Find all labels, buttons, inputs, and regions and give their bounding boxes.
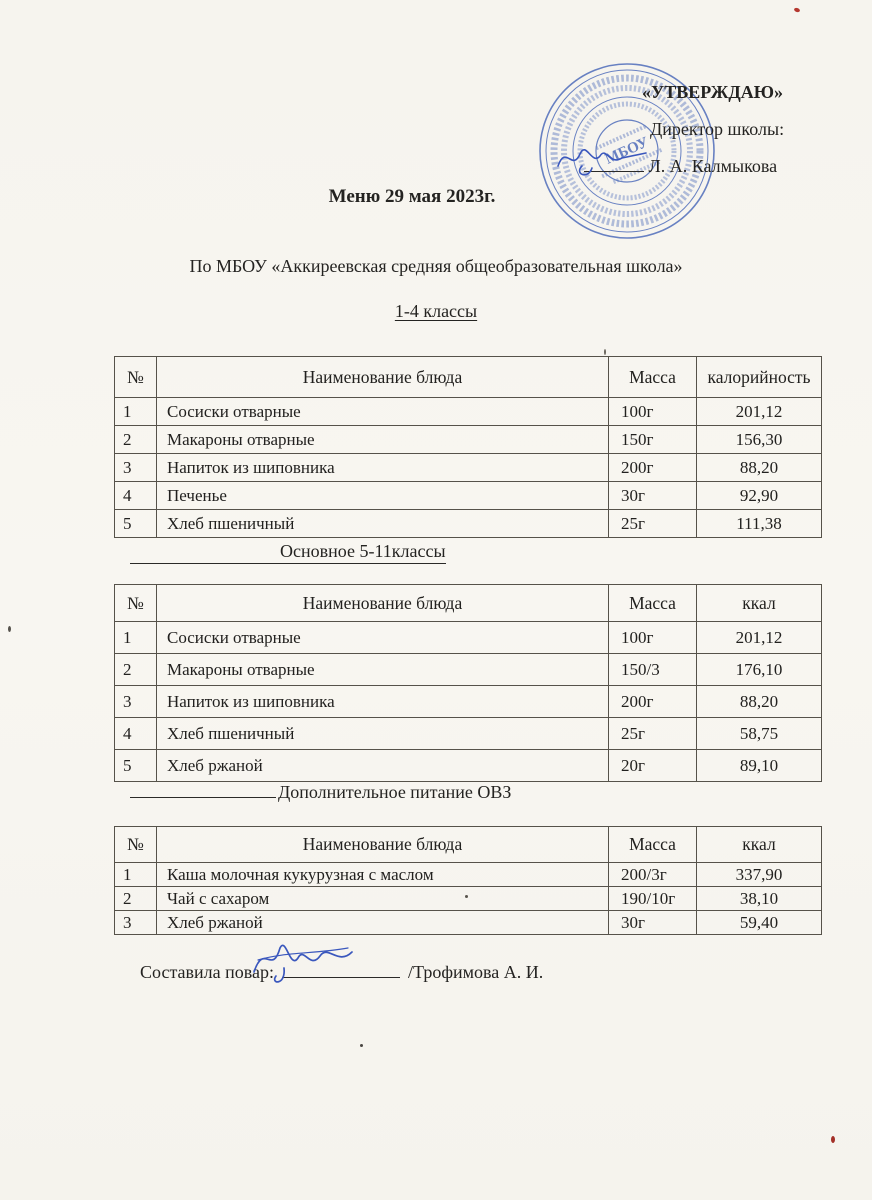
cell-number: 5: [115, 750, 157, 782]
table-row: [115, 750, 822, 782]
cell-dish: Макароны отварные: [157, 426, 609, 454]
cell-number: 3: [115, 911, 157, 935]
table-row: [115, 686, 822, 718]
section-main-title: [130, 541, 446, 564]
cell-mass: 200/3г: [609, 863, 697, 887]
cell-mass: 150/3: [609, 654, 697, 686]
scan-speck: [465, 895, 468, 898]
cell-mass: 200г: [609, 686, 697, 718]
cell-kcal: 201,12: [697, 398, 822, 426]
col-header-kcal: ккал: [697, 827, 822, 863]
cell-number: 3: [115, 686, 157, 718]
approve-quote: «УТВЕРЖДАЮ»: [642, 82, 784, 102]
cell-kcal: 59,40: [697, 911, 822, 935]
cell-mass: 190/10г: [609, 887, 697, 911]
cell-number: 1: [115, 863, 157, 887]
cell-dish: Хлеб пшеничный: [157, 718, 609, 750]
cell-kcal: 38,10: [697, 887, 822, 911]
cell-kcal: 337,90: [697, 863, 822, 887]
table-row: [115, 622, 822, 654]
cell-kcal: 111,38: [697, 510, 822, 538]
cell-mass: 30г: [609, 482, 697, 510]
approve-name: Л. А. Калмыкова: [648, 156, 778, 176]
table-row: [115, 887, 822, 911]
cell-mass: 150г: [609, 426, 697, 454]
cell-dish: Печенье: [157, 482, 609, 510]
cell-number: 2: [115, 887, 157, 911]
col-header-dish: Наименование блюда: [157, 827, 609, 863]
cell-dish: Хлеб ржаной: [157, 750, 609, 782]
approve-role: Директор школы:: [650, 119, 785, 139]
cell-dish: Напиток из шиповника: [157, 686, 609, 718]
col-header-number: №: [115, 357, 157, 398]
table-row: [115, 654, 822, 686]
scan-speck: [831, 1136, 835, 1143]
table-row: [115, 718, 822, 750]
table-row: [115, 911, 822, 935]
cell-dish: Сосиски отварные: [157, 398, 609, 426]
cell-dish: Сосиски отварные: [157, 622, 609, 654]
cell-dish: Чай с сахаром: [157, 887, 609, 911]
stamp-center-text: МБОУ: [602, 134, 652, 168]
cell-mass: 100г: [609, 398, 697, 426]
cell-number: 5: [115, 510, 157, 538]
section-ovz-title: [130, 782, 511, 803]
menu-table-grades-1-4: [114, 356, 822, 538]
menu-table-ovz: [114, 826, 822, 935]
cell-kcal: 92,90: [697, 482, 822, 510]
section-ovz-text: Дополнительное питание ОВЗ: [278, 782, 512, 802]
col-header-dish: Наименование блюда: [157, 357, 609, 398]
cell-dish: Макароны отварные: [157, 654, 609, 686]
col-header-dish: Наименование блюда: [157, 585, 609, 622]
col-header-number: №: [115, 585, 157, 622]
director-signature-icon: [552, 134, 656, 180]
scan-speck: [8, 626, 11, 632]
scan-speck: [360, 1044, 363, 1047]
cell-number: 3: [115, 454, 157, 482]
table-row: [115, 482, 822, 510]
col-header-mass: Масса: [609, 585, 697, 622]
grades-title: 1-4 классы: [394, 301, 478, 321]
table-row: [115, 426, 822, 454]
table-row: [115, 454, 822, 482]
cell-kcal: 58,75: [697, 718, 822, 750]
col-header-mass: Масса: [609, 827, 697, 863]
table-header-row: [115, 357, 822, 398]
blank-line: [130, 783, 276, 798]
cook-name: /Трофимова А. И.: [408, 962, 544, 982]
cell-kcal: 88,20: [697, 454, 822, 482]
scan-speck: [604, 349, 606, 355]
cook-label: Составила повар:: [140, 962, 275, 982]
cell-kcal: 201,12: [697, 622, 822, 654]
cell-number: 1: [115, 398, 157, 426]
cell-mass: 25г: [609, 718, 697, 750]
table-row: [115, 863, 822, 887]
cell-mass: 200г: [609, 454, 697, 482]
cell-mass: 30г: [609, 911, 697, 935]
table-row: [115, 510, 822, 538]
cell-dish: Хлеб пшеничный: [157, 510, 609, 538]
cell-kcal: 156,30: [697, 426, 822, 454]
col-header-kcal: калорийность: [697, 357, 822, 398]
cell-number: 2: [115, 426, 157, 454]
cell-kcal: 176,10: [697, 654, 822, 686]
cell-number: 2: [115, 654, 157, 686]
cell-dish: Напиток из шиповника: [157, 454, 609, 482]
menu-title: Меню 29 мая 2023г.: [328, 186, 496, 207]
menu-table-grades-5-11: [114, 584, 822, 782]
cell-kcal: 88,20: [697, 686, 822, 718]
table-header-row: [115, 585, 822, 622]
cell-number: 1: [115, 622, 157, 654]
cell-kcal: 89,10: [697, 750, 822, 782]
cell-number: 4: [115, 482, 157, 510]
cell-mass: 100г: [609, 622, 697, 654]
col-header-number: №: [115, 827, 157, 863]
col-header-mass: Масса: [609, 357, 697, 398]
cell-mass: 20г: [609, 750, 697, 782]
cell-dish: Хлеб ржаной: [157, 911, 609, 935]
table-header-row: [115, 827, 822, 863]
school-name-line: По МБОУ «Аккиреевская средняя общеобразовательная школа»: [189, 256, 683, 276]
section-main-text: Основное 5-11классы: [130, 541, 446, 564]
cell-dish: Каша молочная кукурузная с маслом: [157, 863, 609, 887]
cell-mass: 25г: [609, 510, 697, 538]
cell-number: 4: [115, 718, 157, 750]
table-row: [115, 398, 822, 426]
col-header-kcal: ккал: [697, 585, 822, 622]
cook-signature-icon: [244, 934, 370, 986]
scan-speck: [793, 7, 800, 13]
